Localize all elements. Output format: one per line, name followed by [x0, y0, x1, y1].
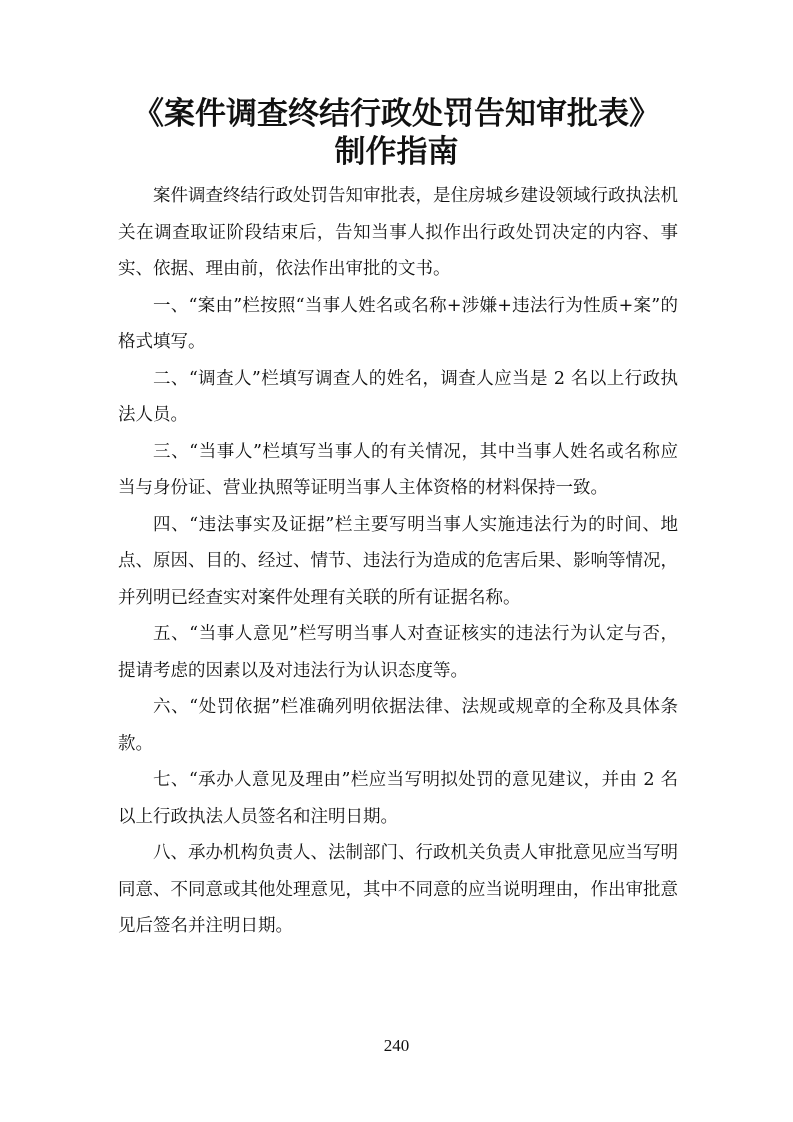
guideline-item-4: 四、“违法事实及证据”栏主要写明当事人实施违法行为的时间、地点、原因、目的、经过、情节、违法行为造成的危害后果、影响等情况，并列明已经查实对案件处理有关联的所有证据名称。 — [118, 514, 678, 608]
title-line-1: 《案件调查终结行政处罚告知审批表》 — [133, 96, 660, 132]
page-number: 240 — [383, 1036, 410, 1055]
document-body — [118, 178, 678, 945]
guideline-item-5: 五、“当事人意见”栏写明当事人对查证核实的违法行为认定与否，提请考虑的因素以及对违法行为认识态度等。 — [118, 624, 678, 681]
intro-paragraph: 案件调查终结行政处罚告知审批表，是住房城乡建设领域行政执法机关在调查取证阶段结束后，告知当事人拟作出行政处罚决定的内容、事实、依据、理由前，依法作出审批的文书。 — [118, 186, 678, 279]
guideline-item-6: 六、“处罚依据”栏准确列明依据法律、法规或规章的全称及具体条款。 — [118, 697, 678, 754]
guideline-item-1: 一、“案由”栏按照“当事人姓名或名称+涉嫌+违法行为性质+案”的格式填写。 — [118, 295, 678, 352]
guideline-item-7: 七、“承办人意见及理由”栏应当写明拟处罚的意见建议，并由 2 名以上行政执法人员签名和注明日期。 — [118, 770, 678, 827]
document-title — [0, 95, 793, 171]
guideline-item-3: 三、“当事人”栏填写当事人的有关情况，其中当事人姓名或名称应当与身份证、营业执照等证明当事人主体资格的材料保持一致。 — [118, 441, 678, 498]
guideline-item-2: 二、“调查人”栏填写调查人的姓名，调查人应当是 2 名以上行政执法人员。 — [118, 368, 678, 425]
title-line-2: 制作指南 — [334, 134, 459, 170]
guideline-item-8: 八、承办机构负责人、法制部门、行政机关负责人审批意见应当写明同意、不同意或其他处理意见，其中不同意的应当说明理由，作出审批意见后签名并注明日期。 — [118, 843, 678, 936]
